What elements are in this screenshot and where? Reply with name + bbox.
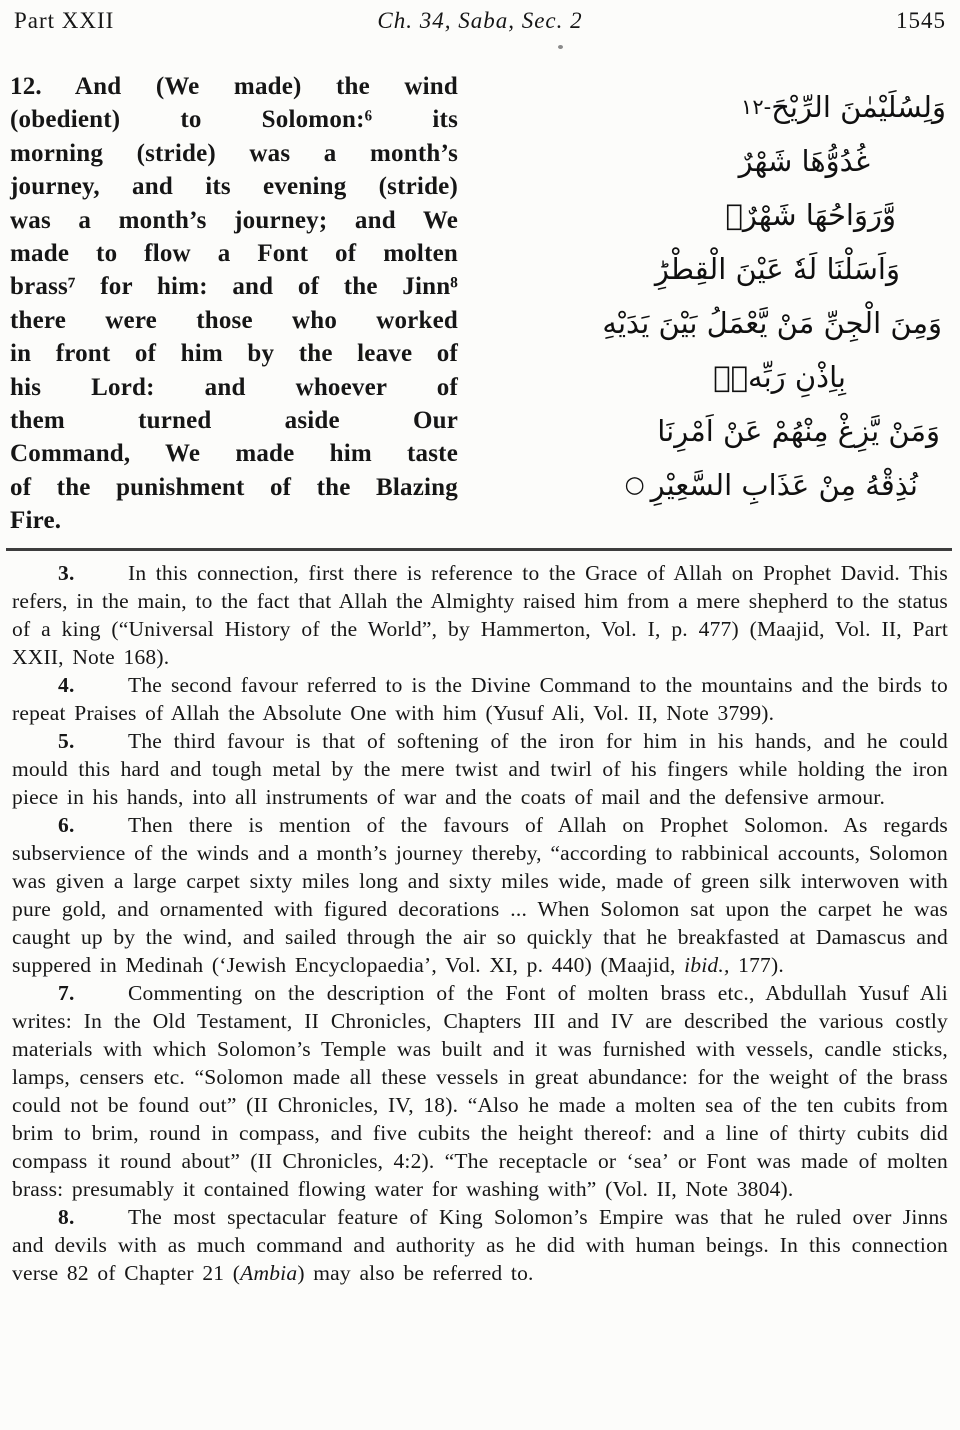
chapter-title: Ch. 34, Saba, Sec. 2 [377,8,583,33]
footnote-number: 3. [58,560,75,585]
verse-section [0,34,960,538]
footnote-6 [12,811,948,979]
verse-line: in front of him by the leave of [10,340,458,368]
section-divider [6,548,952,551]
arabic-text: غُدُوُّهَا شَهْرٌ [738,144,870,178]
footnote-text-italic: ibid., [684,952,730,977]
arabic-text: وَّرَوَاحُهَا شَهْرٌۚ [725,198,896,232]
print-artifact-dot [558,45,563,49]
footnote-number: 7. [58,980,75,1005]
verse-line: there were those who worked [10,306,458,334]
footnote-number: 8. [58,1204,75,1229]
arabic-line [458,350,846,404]
verse-line: Command, We made him taste [10,440,458,468]
footnote-text: The second favour referred to is the Divine Command to the mountains and the birds to repeat Praises of Allah the Absolute One with him (Yusuf Ali, Vol. II, Note 3799). [12,672,948,725]
arabic-text: وَلِسُلَيْمٰنَ الرِّيْحَ [771,90,946,124]
arabic-line [458,134,870,188]
verse-line: 12. And (We made) the wind [10,73,458,100]
footnote-text: ) may also be referred to. [297,1260,534,1285]
arabic-line [458,242,900,296]
footnotes-section [0,557,960,1287]
footnote-text: In this connection, first there is reference to the Grace of Allah on Prophet David. This refers, in the main, to the fact that Allah the Almighty raised him from a mere shepherd to the status of a king (“Universal History of the World”, by Hammerton, Vol. I, p. 477) (Maajid, Vol. II, Part XXII, Note 168). [12,560,948,669]
arabic-line [458,458,918,512]
verse-line: Fire. [10,507,62,535]
verse-line: journey, and its evening (stride) [10,173,458,201]
arabic-line [458,80,946,134]
verse-number-marker: ۱۲- [741,95,772,119]
part-label: Part XXII [14,8,115,33]
footnote-text-italic: Ambia [240,1260,298,1285]
arabic-text: وَمَنْ يَّزِغْ مِنْهُمْ عَنْ اَمْرِنَا [657,414,940,448]
arabic-text: نُذِقْهُ مِنْ عَذَابِ السَّعِيْرِ [650,468,918,502]
page-number: 1545 [896,8,946,33]
arabic-text: وَاَسَلْنَا لَهٗ عَيْنَ الْقِطْرِؕ [654,252,900,286]
verse-line: his Lord: and whoever of [10,373,458,401]
verse-line: (obedient) to Solomon:⁶ its [10,106,458,134]
footnote-number: 4. [58,672,75,697]
footnote-3 [12,559,948,671]
verse-translation [10,70,458,538]
arabic-line [458,296,942,350]
footnote-4 [12,671,948,727]
footnote-7 [12,979,948,1203]
arabic-line [458,404,940,458]
arabic-text: بِاِذْنِ رَبِّهٖۚ [713,360,846,394]
verse-line: of the punishment of the Blazing [10,473,458,501]
end-of-verse-icon: ○ [624,472,645,498]
verse-line: made to flow a Font of molten [10,240,458,268]
footnote-number: 6. [58,812,75,837]
footnote-text: Then there is mention of the favours of Allah on Prophet Solomon. As regards subservience of the winds and a month’s journey thereby, “according to rabbinical accounts, Solomon was given a large carpet sixty miles long and sixty miles wide, made of green silk interwoven with pure gold, and ornamented with figured decorations ... When Solomon sat upon the carpet he was caught up by the wind, and sailed through the air so quickly that he breakfasted at Damascus and suppered in Medinah (‘Jewish Encyclopaedia’, Vol. XI, p. 440) (Maajid, [12,812,948,977]
arabic-text: وَمِنَ الْجِنِّ مَنْ يَّعْمَلُ بَيْنَ يَدَيْهِ [602,306,942,340]
footnote-text: The third favour is that of softening of the iron for him in his hands, and he could mould this hard and tough metal by the mere twist and twirl of his fingers while holding the iron piece in his hands, into all instruments of war and the coats of mail and the defensive armour. [12,728,948,809]
footnote-5 [12,727,948,811]
footnote-text: Commenting on the description of the Font of molten brass etc., Abdullah Yusuf Ali writes: In the Old Testament, II Chronicles, Chapters III and IV are described the various costly materials with which Solomon’s Temple was built and it was furnished with vessels, candle sticks, lamps, censers etc. “Solomon made all these vessels in great abundance: for the weight of the brass could not be found out” (II Chronicles, IV, 18). “Also he made a molten sea of the ten cubits from brim to brim, round in compass, and five cubits the height thereof: and a line of thirty cubits did compass it round about” (II Chronicles, 4:2). “The receptacle or ‘sea’ or Font was made of molten brass: presumably it contained flowing water for washing with” (Vol. II, Note 3804). [12,980,948,1201]
verse-line: morning (stride) was a month’s [10,139,458,167]
verse-line: brass⁷ for him: and of the Jinn⁸ [10,273,458,301]
footnote-text: 177). [729,952,784,977]
footnote-text: The most spectacular feature of King Solomon’s Empire was that he ruled over Jinns and devils with as much command and authority as he did with human beings. In this connection verse 82 of Chapter 21 ( [12,1204,948,1285]
verse-line: was a month’s journey; and We [10,206,458,234]
footnote-8 [12,1203,948,1287]
footnote-number: 5. [58,728,75,753]
arabic-line [458,188,896,242]
verse-line: them turned aside Our [10,407,458,435]
page-header [0,0,960,34]
arabic-verse [458,34,960,512]
